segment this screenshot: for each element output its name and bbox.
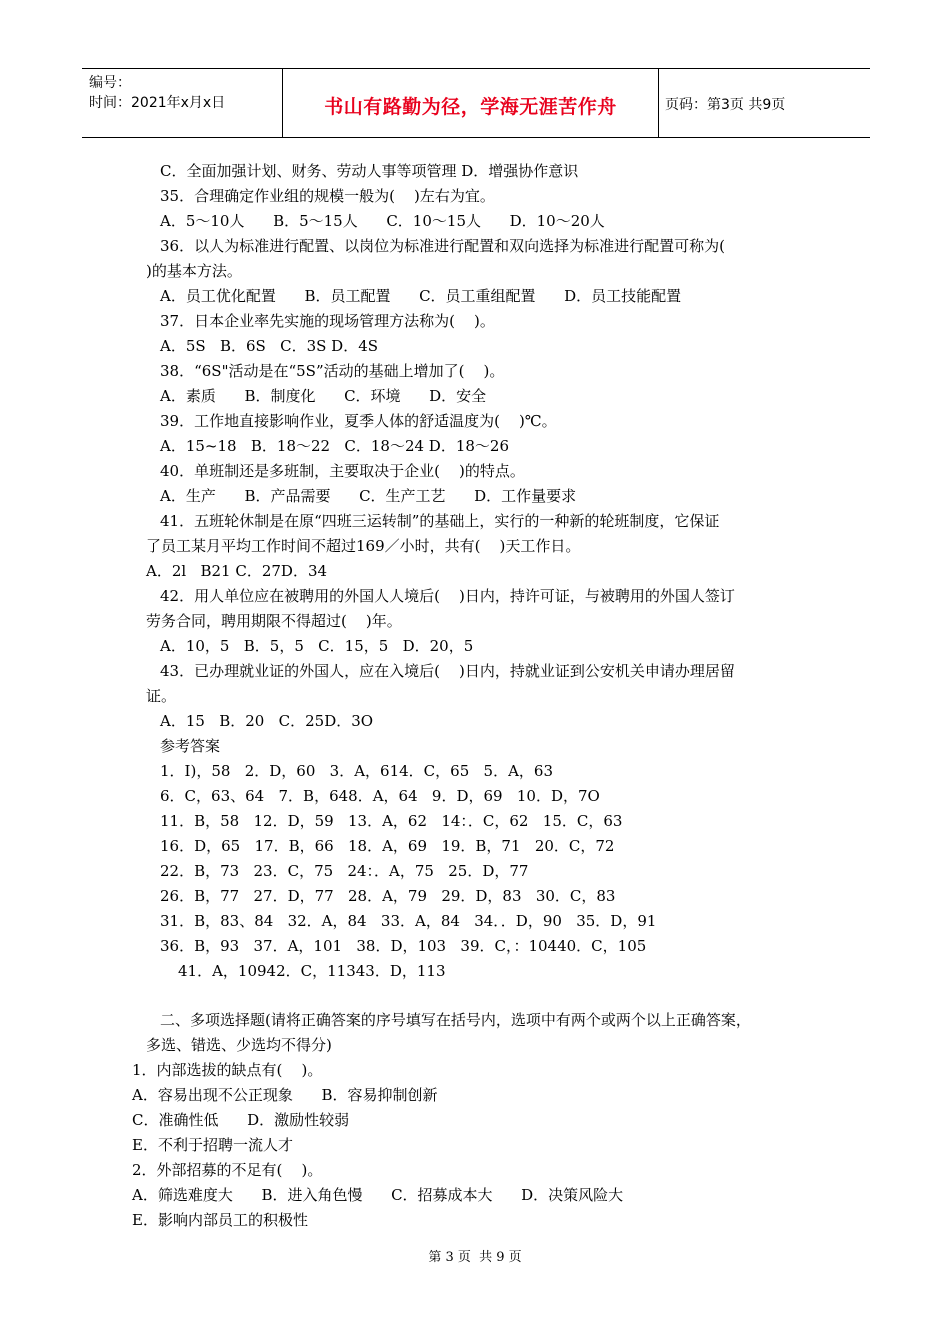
question-41-cont: 了员工某月平均工作时间不超过169／小时，共有( )天工作日。 <box>146 537 581 555</box>
question-42: 42．用人单位应在被聘用的外国人人境后( )日内，持许可证，与被聘用的外国人签订 <box>160 587 735 605</box>
question-37: 37．日本企业率先实施的现场管理方法称为( )。 <box>160 312 495 330</box>
section-heading: 二、多项选择题(请将正确答案的序号填写在括号内，选项中有两个或两个以上正确答案， <box>160 1011 751 1029</box>
question-39-options: A．15~18 B．18～22 C．18～24 D．18～26 <box>160 437 509 455</box>
header-page-code: 页码：第3页 共9页 <box>665 97 786 113</box>
answer-line: 36．B，93 37．A，101 38．D，103 39．C，：10440．C，105 <box>160 937 647 955</box>
header-meta <box>89 73 225 113</box>
mc-question-1-options: C．准确性低 D．激励性较弱 <box>132 1111 350 1129</box>
question-36-options: A．员工优化配置 B．员工配置 C．员工重组配置 D．员工技能配置 <box>160 287 682 305</box>
question-38-options: A．素质 B．制度化 C．环境 D．安全 <box>160 387 487 405</box>
answer-line: 26．B，77 27．D，77 28．A，79 29．D，83 30．C，83 <box>160 887 616 905</box>
question-42-options: A．10，5 B．5，5 C．15，5 D．20，5 <box>160 637 474 655</box>
text-line: C．全面加强计划、财务、劳动人事等项管理 D．增强协作意识 <box>160 162 579 180</box>
question-36: 36．以人为标准进行配置、以岗位为标准进行配置和双向选择为标准进行配置可称为( <box>160 237 725 255</box>
question-37-options: A．5S B．6S C．3S D．4S <box>160 337 379 355</box>
answer-line: 16．D，65 17．B，66 18．A，69 19．B，71 20．C，72 <box>160 837 615 855</box>
question-40-options: A．生产 B．产品需要 C．生产工艺 D．工作量要求 <box>160 487 577 505</box>
question-39: 39．工作地直接影响作业，夏季人体的舒适温度为( )℃。 <box>160 412 557 430</box>
answer-line: 1．I)，58 2．D，60 3．A，614．C，65 5．A，63 <box>160 762 554 780</box>
question-41: 41．五班轮休制是在原“四班三运转制”的基础上，实行的一种新的轮班制度，它保证 <box>160 512 720 530</box>
question-35: 35．合理确定作业组的规模一般为( )左右为宜。 <box>160 187 495 205</box>
page-header <box>82 68 870 138</box>
page-footer: 第 3 页 共 9 页 <box>428 1250 522 1265</box>
answer-line: 31．B，83、84 32．A，84 33．A，84 34．．D，90 35．D，91 <box>160 912 657 930</box>
question-36-cont: )的基本方法。 <box>146 262 242 280</box>
header-date: 时间：2021年x月x日 <box>89 95 226 111</box>
answer-line: 22．B，73 23．C，75 24：．A，75 25．D，77 <box>160 862 529 880</box>
question-40: 40．单班制还是多班制，主要取决于企业( )的特点。 <box>160 462 525 480</box>
question-43-cont: 证。 <box>146 687 177 705</box>
mc-question-1-options: E．不利于招聘一流人才 <box>132 1136 293 1154</box>
answer-line: 41．A，10942．C，11343．D，113 <box>178 962 446 980</box>
question-43-options: A．15 B．20 C．25D．3O <box>160 712 374 730</box>
answers-heading: 参考答案 <box>160 737 221 755</box>
answer-line: 11．B，58 12．D，59 13．A，62 14：．C，62 15．C，63 <box>160 812 623 830</box>
question-41-options: A．2l B21 C．27D．34 <box>146 562 328 580</box>
header-divider <box>658 69 659 137</box>
section-heading-cont: 多选、错选、少选均不得分) <box>146 1036 332 1054</box>
answer-line: 6．C，63、64 7．B，648．A，64 9．D，69 10．D，7O <box>160 787 600 805</box>
mc-question-2-options: E．影响内部员工的积极性 <box>132 1211 308 1229</box>
header-motto: 书山有路勤为径，学海无涯苦作舟 <box>324 96 617 118</box>
header-number-label: 编号： <box>89 75 131 91</box>
question-43: 43．已办理就业证的外国人，应在入境后( )日内，持就业证到公安机关申请办理居留 <box>160 662 735 680</box>
mc-question-1-options: A．容易出现不公正现象 B．容易抑制创新 <box>132 1086 438 1104</box>
mc-question-2: 2．外部招募的不足有( )。 <box>132 1161 323 1179</box>
question-35-options: A．5～10人 B．5～15人 C．10～15人 D．10～20人 <box>160 212 605 230</box>
mc-question-2-options: A．筛选难度大 B．进入角色慢 C．招募成本大 D．决策风险大 <box>132 1186 624 1204</box>
mc-question-1: 1．内部选拔的缺点有( )。 <box>132 1061 323 1079</box>
question-38: 38．“6S"活动是在“5S”活动的基础上增加了( )。 <box>160 362 505 380</box>
question-42-cont: 劳务合同，聘用期限不得超过( )年。 <box>146 612 402 630</box>
